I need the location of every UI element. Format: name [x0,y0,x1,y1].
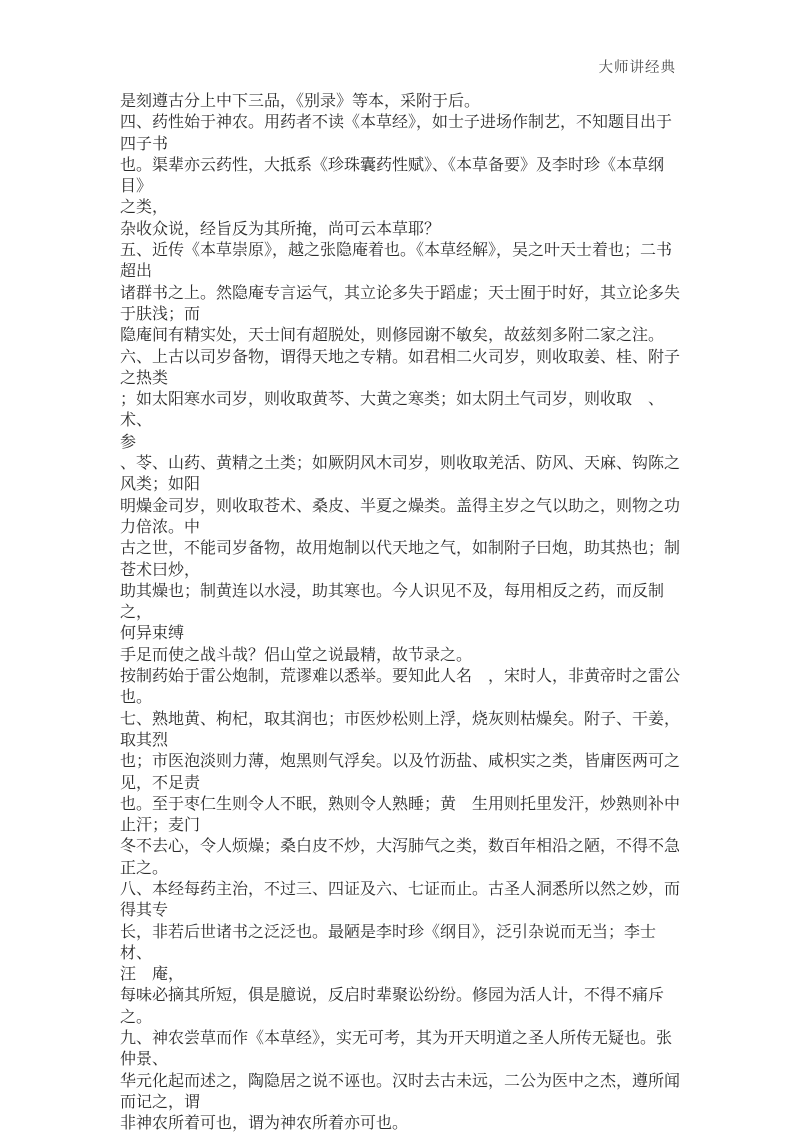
text-line: 也。渠辈亦云药性，大抵系《珍珠囊药性赋》、《本草备要》及李时珍《本草纲目》 [120,156,665,196]
text-line: 诸群书之上。然隐庵专言运气，其立论多失于蹈虚；天士囿于时好，其立论多失 [120,284,681,302]
text-line: 取其烈 [120,731,169,749]
text-line: 按制药始于雷公炮制，荒谬难以悉举。要知此人名 ，宋时人，非黄帝时之雷公 [120,668,681,686]
text-line: 明燥金司岁，则收取苍术、桑皮、半夏之燥类。盖得主岁之气以助之，则物之功 [120,497,681,515]
text-line: 手足而使之战斗哉？侣山堂之说最精，故节录之。 [120,646,473,664]
text-line: 力倍浓。中 [120,518,201,536]
text-line: 是刻遵古分上中下三品，《别录》等本，采附于后。 [120,93,481,110]
text-line: 得其专 [120,902,169,920]
text-line: 四子书 [120,135,169,153]
text-line: 六、上古以司岁备物，谓得天地之专精。如君相二火司岁，则收取姜、桂、附子 [120,348,681,366]
text-line: 止汗；麦门 [120,817,201,835]
text-line: 汪 庵， [120,966,185,984]
header-title: 大师讲经典 [598,60,676,76]
text-line: ；如太阳寒水司岁，则收取黄芩、大黄之寒类；如太阴土气司岁，则收取 、术、 [120,391,665,430]
text-line: 参 [120,433,137,451]
document-body [120,91,682,1135]
text-line: 也。至于枣仁生则令人不眠，熟则令人熟睡；黄 生用则托里发汗，炒熟则补中 [120,795,681,813]
text-line: 华元化起而述之，陶隐居之说不诬也。汉时去古未远，二公为医中之杰，遵所闻 [120,1072,681,1090]
text-line: 风类；如阳 [120,476,201,494]
document-header [599,56,677,77]
text-line: 九、神农尝草而作《本草经》，实无可考，其为开天明道之圣人所传无疑也。张 [120,1030,673,1048]
text-line: 之类， [120,199,169,217]
text-line: 何异束缚 [120,625,185,643]
text-line: 七、熟地黄、枸杞，取其润也；市医炒松则上浮，烧灰则枯燥矣。附子、干姜， [120,710,681,728]
text-line: 仲景、 [120,1051,169,1069]
text-line: 见，不足责 [120,774,201,792]
text-line: 、苓、山药、黄精之土类；如厥阴风木司岁，则收取羌活、防风、天麻、钩陈之 [120,455,681,473]
text-line: 长，非若后世诸书之泛泛也。最陋是李时珍《纲目》，泛引杂说而无当；李士材、 [120,923,657,962]
text-line: 八、本经每药主治，不过三、四证及六、七证而止。古圣人洞悉所以然之妙，而 [120,880,681,898]
text-line: 五、近传《本草崇原》，越之张隐庵着也。《本草经解》，吴之叶天士着也；二书 [120,242,673,260]
text-line: 隐庵间有精实处，天士间有超脱处，则修园谢不敏矣，故兹刻多附二家之注。 [120,327,665,345]
text-line: 也。 [120,689,153,707]
text-line: 正之。 [120,859,169,877]
text-line: 之热类 [120,369,169,387]
text-line: 冬不去心，令人烦燥；桑白皮不炒，大泻肺气之类，数百年相沿之陋，不得不急 [120,838,681,856]
text-line: 苍术曰炒， [120,561,201,579]
text-line: 也；市医泡淡则力薄，炮黑则气浮矣。以及竹沥盐、咸枳实之类，皆庸医两可之 [120,753,681,771]
text-line: 杂收众说，经旨反为其所掩，尚可云本草耶？ [120,220,441,238]
text-line: 四、药性始于神农。用药者不读《本草经》，如士子进场作制艺，不知题目出于 [120,114,673,132]
text-line: 于肤浅；而 [120,305,201,323]
text-line: 而记之，谓 [120,1093,201,1111]
text-line: 古之世，不能司岁备物，故用炮制以代天地之气，如制附子曰炮，助其热也；制 [120,540,681,558]
text-line: 非神农所着可也，谓为神农所着亦可也。 [120,1115,409,1133]
text-line: 每味必摘其所短，俱是臆说，反启时辈聚讼纷纷。修园为活人计，不得不痛斥之。 [120,987,665,1026]
text-line: 助其燥也；制黄连以水浸，助其寒也。今人识见不及，每用相反之药，而反制之， [120,582,665,622]
text-line: 超出 [120,263,153,281]
